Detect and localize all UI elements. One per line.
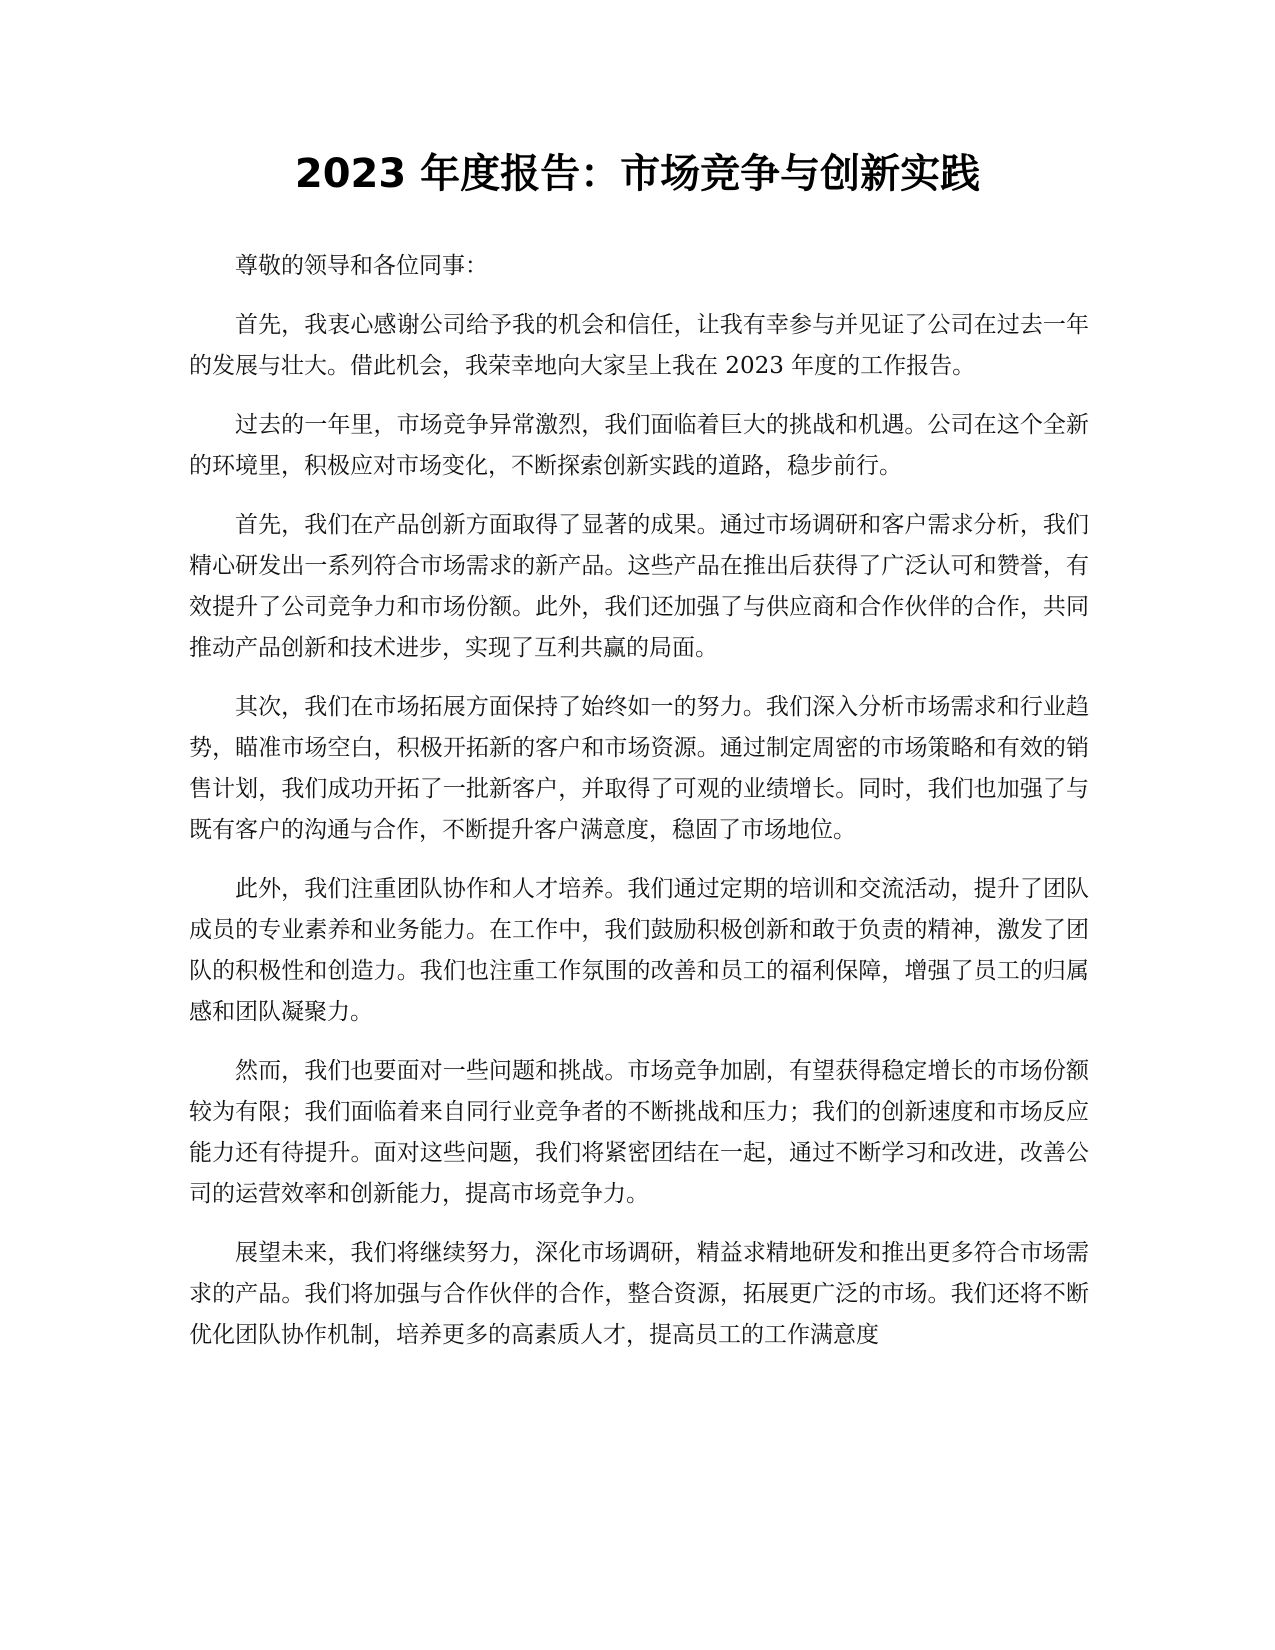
paragraph-product-innovation: 首先，我们在产品创新方面取得了显著的成果。通过市场调研和客户需求分析，我们精心研发出一系列符合市场需求的新产品。这些产品在推出后获得了广泛认可和赞誉，有效提升了公司竞争力和市场份额。此外，我们还加强了与供应商和合作伙伴的合作，共同推动产品创新和技术进步，实现了互利共赢的局面。 <box>189 512 1089 661</box>
paragraph-outlook: 展望未来，我们将继续努力，深化市场调研，精益求精地研发和推出更多符合市场需求的产品。我们将加强与合作伙伴的合作，整合资源，拓展更广泛的市场。我们还将不断优化团队协作机制，培养更多的高素质人才，提高员工的工作满意度 <box>189 1240 1089 1348</box>
paragraph-challenges: 然而，我们也要面对一些问题和挑战。市场竞争加剧，有望获得稳定增长的市场份额较为有限；我们面临着来自同行业竞争者的不断挑战和压力；我们的创新速度和市场反应能力还有待提升。面对这些问题，我们将紧密团结在一起，通过不断学习和改进，改善公司的运营效率和创新能力，提高市场竞争力。 <box>189 1058 1089 1207</box>
paragraph-team-building: 此外，我们注重团队协作和人才培养。我们通过定期的培训和交流活动，提升了团队成员的专业素养和业务能力。在工作中，我们鼓励积极创新和敢于负责的精神，激发了团队的积极性和创造力。我们也注重工作氛围的改善和员工的福利保障，增强了员工的归属感和团队凝聚力。 <box>189 876 1089 1025</box>
paragraph-thanks: 首先，我衷心感谢公司给予我的机会和信任，让我有幸参与并见证了公司在过去一年的发展与壮大。借此机会，我荣幸地向大家呈上我在 2023 年度的工作报告。 <box>189 312 1089 379</box>
paragraph-greeting: 尊敬的领导和各位同事： <box>235 253 488 279</box>
document-title: 2023 年度报告：市场竞争与创新实践 <box>294 151 981 197</box>
document-body <box>189 246 1089 1374</box>
paragraph-market-overview: 过去的一年里，市场竞争异常激烈，我们面临着巨大的挑战和机遇。公司在这个全新的环境里，积极应对市场变化，不断探索创新实践的道路，稳步前行。 <box>189 412 1089 479</box>
paragraph-market-expansion: 其次，我们在市场拓展方面保持了始终如一的努力。我们深入分析市场需求和行业趋势，瞄准市场空白，积极开拓新的客户和市场资源。通过制定周密的市场策略和有效的销售计划，我们成功开拓了一批新客户，并取得了可观的业绩增长。同时，我们也加强了与既有客户的沟通与合作，不断提升客户满意度，稳固了市场地位。 <box>189 694 1089 843</box>
